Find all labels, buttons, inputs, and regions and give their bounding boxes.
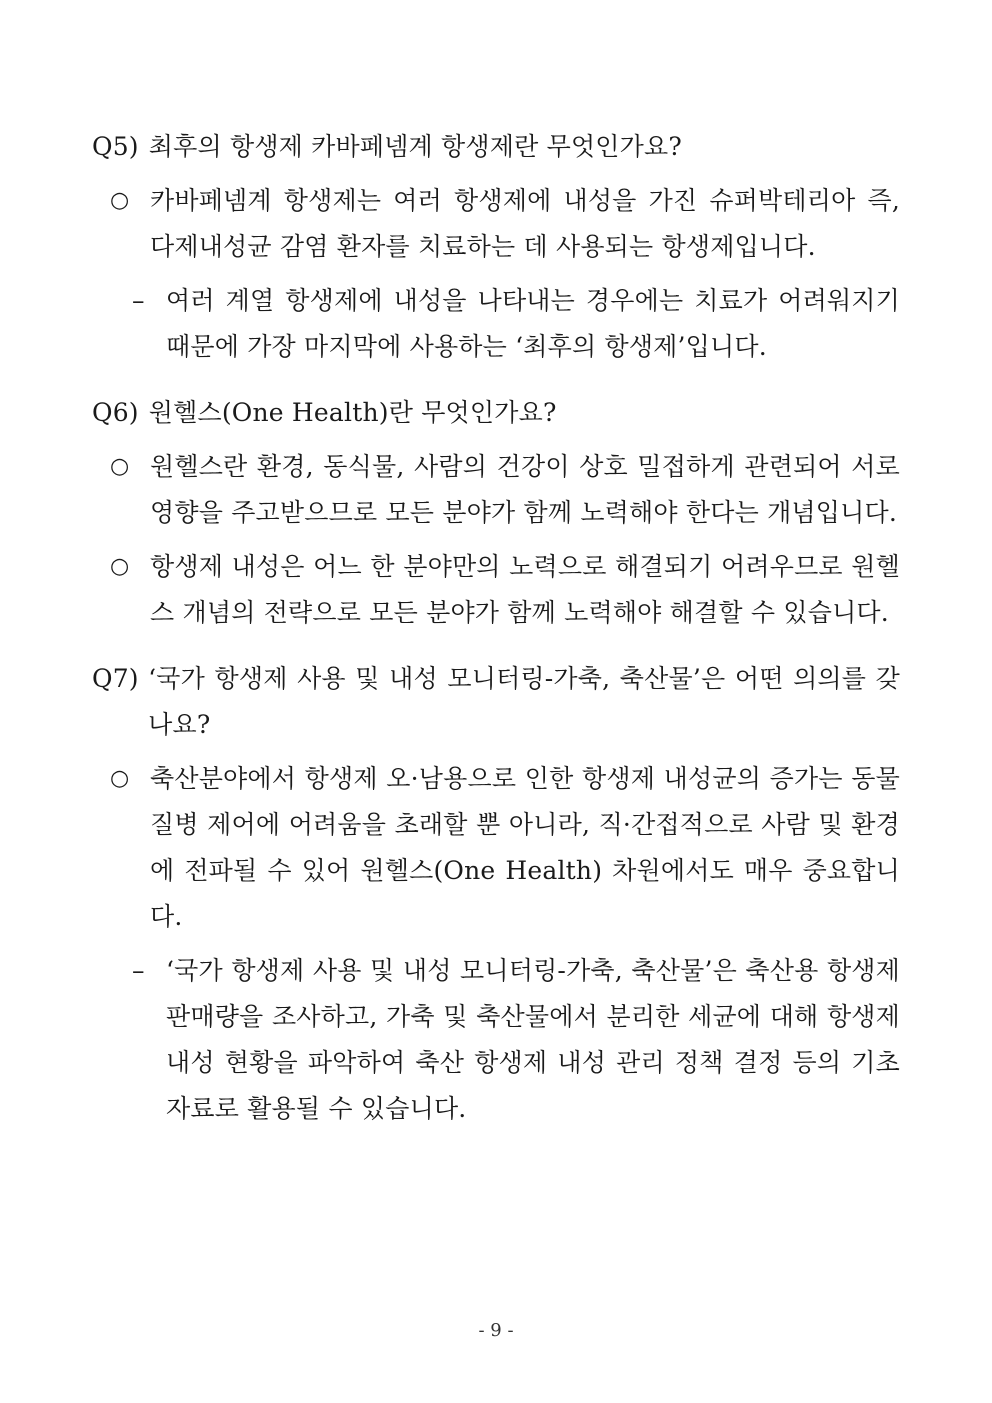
circle-bullet-icon: ○: [110, 554, 130, 579]
question-number: Q6): [92, 398, 139, 427]
page-content: [92, 124, 900, 1132]
question-number: Q5): [92, 132, 139, 161]
page-number: - 9 -: [478, 1320, 514, 1341]
question-q7: [92, 656, 900, 748]
bullet-item: [92, 444, 900, 536]
sub-text: ‘국가 항생제 사용 및 내성 모니터링-가축, 축산물’은 축산용 항생제 판매량을 조사하고, 가축 및 축산물에서 분리한 세균에 대해 항생제 내성 현황을 파악하여 축산 항생제 내성 관리 정책 결정 등의 기초 자료로 활용될 수 있습니다.: [166, 956, 900, 1123]
question-title: 최후의 항생제 카바페넴계 항생제란 무엇인가요?: [148, 132, 682, 161]
dash-bullet-icon: –: [132, 286, 145, 315]
bullet-text: 카바페넴계 항생제는 여러 항생제에 내성을 가진 슈퍼박테리아 즉, 다제내성균 감염 환자를 치료하는 데 사용되는 항생제입니다.: [150, 186, 900, 261]
bullet-text: 축산분야에서 항생제 오·남용으로 인한 항생제 내성균의 증가는 동물 질병 제어에 어려움을 초래할 뿐 아니라, 직·간접적으로 사람 및 환경에 전파될 수 있어 원헬스(One Health) 차원에서도 매우 중요합니다.: [150, 764, 900, 931]
circle-bullet-icon: ○: [110, 188, 130, 213]
sub-item: [92, 948, 900, 1132]
question-title: ‘국가 항생제 사용 및 내성 모니터링-가축, 축산물’은 어떤 의의를 갖나요?: [148, 664, 900, 739]
bullet-item: [92, 544, 900, 636]
circle-bullet-icon: ○: [110, 766, 130, 791]
bullet-item: [92, 756, 900, 940]
sub-item: [92, 278, 900, 370]
bullet-text: 원헬스란 환경, 동식물, 사람의 건강이 상호 밀접하게 관련되어 서로 영향을 주고받으므로 모든 분야가 함께 노력해야 한다는 개념입니다.: [150, 452, 900, 527]
bullet-item: [92, 178, 900, 270]
sub-text: 여러 계열 항생제에 내성을 나타내는 경우에는 치료가 어려워지기 때문에 가장 마지막에 사용하는 ‘최후의 항생제’입니다.: [166, 286, 900, 361]
dash-bullet-icon: –: [132, 956, 145, 985]
bullet-text: 항생제 내성은 어느 한 분야만의 노력으로 해결되기 어려우므로 원헬스 개념의 전략으로 모든 분야가 함께 노력해야 해결할 수 있습니다.: [150, 552, 900, 627]
question-q5: [92, 124, 900, 170]
circle-bullet-icon: ○: [110, 454, 130, 479]
question-q6: [92, 390, 900, 436]
question-title: 원헬스(One Health)란 무엇인가요?: [148, 398, 557, 427]
question-number: Q7): [92, 664, 139, 693]
